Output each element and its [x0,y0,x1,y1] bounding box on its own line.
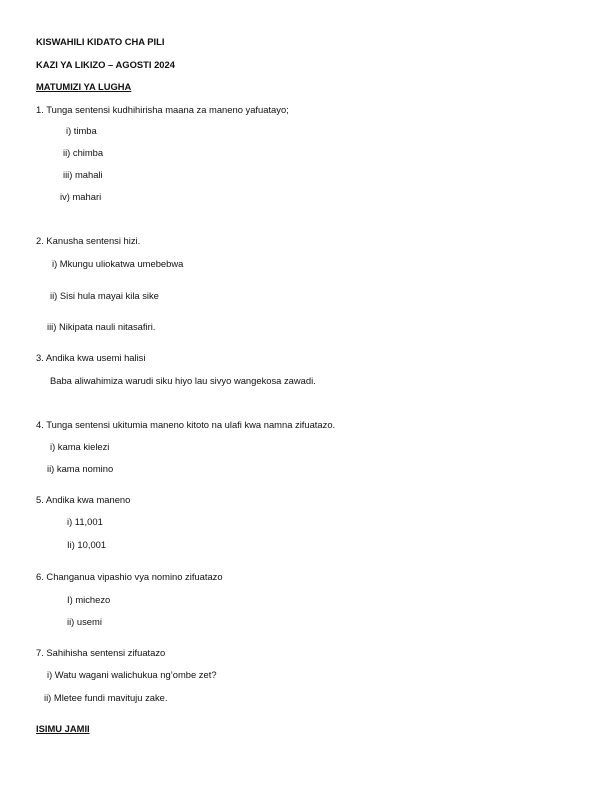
list-item: iv) mahari [60,191,102,202]
question-6: 6. Changanua vipashio vya nomino zifuatazo [36,571,223,582]
list-item: ii) kama nomino [47,463,114,474]
section-heading-isimu-jamii: ISIMU JAMII [36,723,90,734]
question-1: 1. Tunga sentensi kudhihirisha maana za maneno yafuatayo; [36,104,289,115]
list-item: i) 11,001 [67,516,103,527]
list-item: ii) Mletee fundi mavituju zake. [44,692,168,703]
question-2: 2. Kanusha sentensi hizi. [36,235,141,246]
list-item: i) kama kielezi [50,441,110,452]
question-5: 5. Andika kwa maneno [36,494,131,505]
list-item: ii) usemi [67,616,102,627]
list-item: i) Watu wagani walichukua ng’ombe zet? [47,669,217,680]
list-item: ii) chimba [63,147,104,158]
list-item: Ii) 10,001 [67,539,107,550]
list-item: i) Mkungu uliokatwa umebebwa [52,258,184,269]
list-item: I) michezo [67,594,111,605]
list-item: iii) mahali [63,169,103,180]
section-heading: MATUMIZI YA LUGHA [36,81,132,92]
document-title: KISWAHILI KIDATO CHA PILI [36,36,165,47]
list-item: iii) Nikipata nauli nitasafiri. [47,321,156,332]
question-3: 3. Andika kwa usemi halisi [36,352,146,363]
question-4: 4. Tunga sentensi ukitumia maneno kitoto na ulafi kwa namna zifuatazo. [36,419,336,430]
question-7: 7. Sahihisha sentensi zifuatazo [36,647,166,658]
list-item: ii) Sisi hula mayai kila sike [50,290,159,301]
list-item: i) timba [66,125,97,136]
document-subtitle: KAZI YA LIKIZO – AGOSTI 2024 [36,59,175,70]
list-item: Baba aliwahimiza warudi siku hiyo lau sivyo wangekosa zawadi. [50,375,316,386]
